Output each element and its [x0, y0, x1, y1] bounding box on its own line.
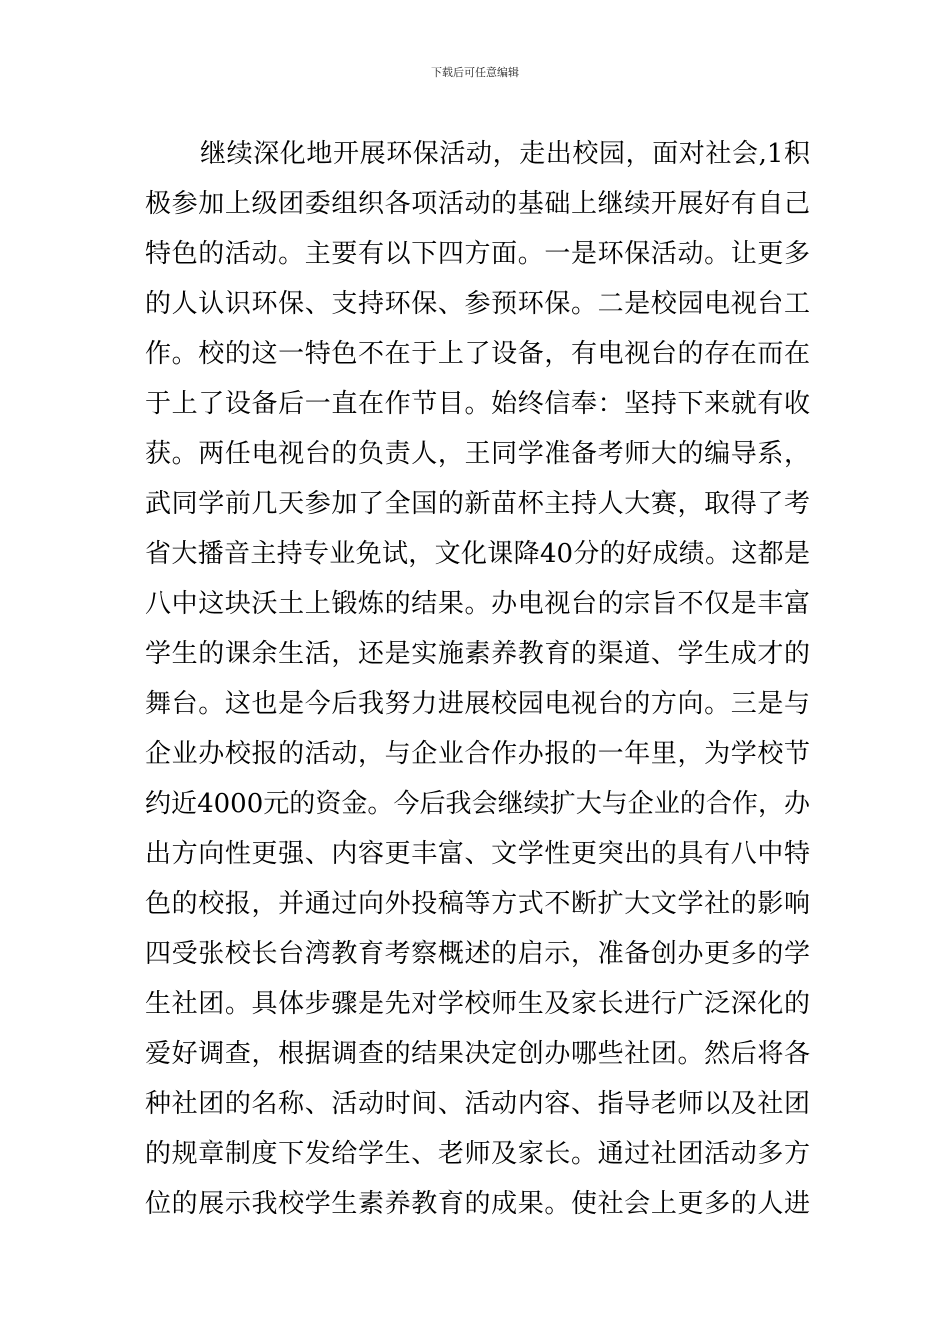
paragraph-line: 种社团的名称、活动时间、活动内容、指导老师以及社团: [145, 1089, 810, 1119]
page-header: 下载后可任意编辑: [431, 66, 519, 79]
paragraph-line: 获。两任电视台的负责人，王同学准备考师大的编导系，: [145, 439, 810, 469]
paragraph-line: 武同学前几天参加了全国的新苗杯主持人大赛，取得了考: [145, 489, 810, 519]
paragraph-line: 位的展示我校学生素养教育的成果。使社会上更多的人进: [145, 1189, 810, 1219]
paragraph-line: 爱好调查，根据调查的结果决定创办哪些社团。然后将各: [145, 1039, 810, 1069]
paragraph-line: 作。校的这一特色不在于上了设备，有电视台的存在而在: [145, 339, 810, 369]
paragraph-line: 的规章制度下发给学生、老师及家长。通过社团活动多方: [145, 1139, 810, 1169]
paragraph-line: 舞台。这也是今后我努力进展校园电视台的方向。三是与: [145, 689, 810, 719]
paragraph-line: 八中这块沃土上锻炼的结果。办电视台的宗旨不仅是丰富: [145, 589, 810, 619]
paragraph-line: 于上了设备后一直在作节目。始终信奉：坚持下来就有收: [145, 389, 810, 419]
paragraph-line: 出方向性更强、内容更丰富、文学性更突出的具有八中特: [145, 839, 810, 869]
paragraph-line: 极参加上级团委组织各项活动的基础上继续开展好有自己: [145, 189, 810, 219]
paragraph-line: 省大播音主持专业免试，文化课降40分的好成绩。这都是: [145, 539, 810, 569]
paragraph-line: 企业办校报的活动，与企业合作办报的一年里，为学校节: [145, 739, 810, 769]
paragraph-line: 的人认识环保、支持环保、参预环保。二是校园电视台工: [145, 289, 810, 319]
paragraph-line: 生社团。具体步骤是先对学校师生及家长进行广泛深化的: [145, 989, 810, 1019]
paragraph-line: 约近4000元的资金。今后我会继续扩大与企业的合作，办: [145, 789, 810, 819]
paragraph-line: 继续深化地开展环保活动，走出校园，面对社会,1积: [200, 139, 810, 169]
paragraph-line: 特色的活动。主要有以下四方面。一是环保活动。让更多: [145, 239, 810, 269]
paragraph-line: 色的校报，并通过向外投稿等方式不断扩大文学社的影响: [145, 889, 810, 919]
paragraph-line: 学生的课余生活，还是实施素养教育的渠道、学生成才的: [145, 639, 810, 669]
paragraph-line: 四受张校长台湾教育考察概述的启示，准备创办更多的学: [145, 939, 810, 969]
document-body: [145, 129, 810, 1229]
